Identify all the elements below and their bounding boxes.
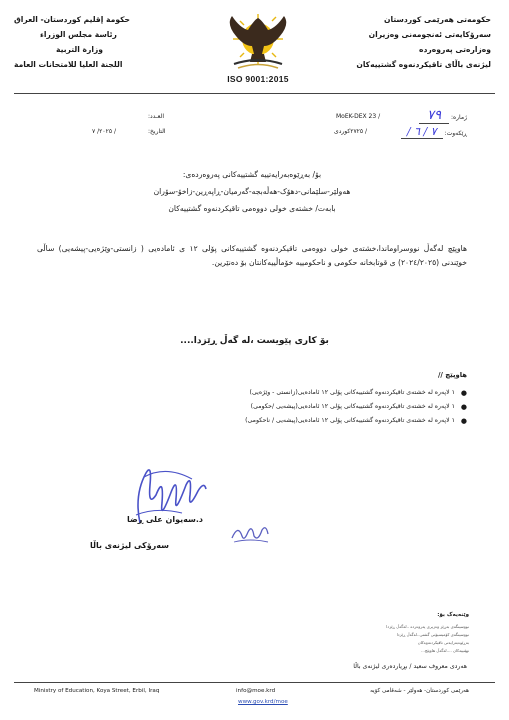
list-item (137, 386, 467, 400)
address-subject: بابەت/ خشتەی خولی دووەمی تاقیکردنەوە گشتییەکان (168, 204, 336, 213)
number-handwritten: ٧٩ (419, 108, 449, 124)
header-kurdish-line-2: سەرۆکایەتی ئەنجومەنی وەزیران (368, 30, 491, 39)
header-arabic-line-3: وزارة التربية (56, 45, 104, 54)
date-row (401, 125, 467, 138)
date-handwritten: ٧ / ٦ / (401, 125, 443, 139)
attachments-list (137, 386, 467, 428)
copy-line: نهێنییەکان ....لەگەڵ هاوپێچ... (421, 648, 469, 653)
ar-date-value: ٢٠٢٥/ ٧ / (92, 128, 116, 135)
header-arabic-line-2: رئاسة مجلس الوزراء (40, 30, 117, 39)
signatory-name: د.سەیوان علی ڕضا (126, 515, 203, 524)
header-kurdish-line-1: حکومەتی هەرێمی کوردستان (384, 15, 491, 24)
bullet-icon: ● (460, 403, 467, 411)
bullet-icon: ● (460, 417, 467, 425)
copies-list (279, 623, 469, 655)
copy-line: نووسینگەی کۆمیسیۆنی گشتی..لەگەڵ ڕێزدا (396, 632, 469, 637)
address-block (37, 166, 467, 217)
header-arabic-line-1: حكومة إقليم كوردستان- العراق (14, 15, 130, 24)
attachments-title: هاوپێچ // (437, 371, 467, 379)
handwritten-initial-icon (228, 520, 272, 546)
closing-line: بۆ کاری پێویست ،لە گەڵ ڕێزدا.... (180, 336, 329, 346)
address-cities: هەولێر-سلێمانی-دهۆک-هەڵەبجە-گەرمیان-ڕاپەڕین-زاخۆ-سۆران (153, 187, 351, 196)
date-kurdish-suffix: / ٢٧٢٥کوردی (334, 128, 368, 135)
list-item (137, 414, 467, 428)
footer-address-ku: هەرێمی کوردستان- هەولێر - شەقامی کۆیە (370, 688, 469, 694)
copy-line: بەڕێوەبەرایەتی تاقیکردنەوەکان (417, 640, 469, 645)
attachment-text: ١ لاپەرە لە خشتەی تاقیکردنەوە گشتییەکانی پۆلی ١٢ ئامادەیی(زانستی - وێژەیی) (249, 389, 455, 396)
footer-divider (14, 682, 495, 683)
signatory-title: سەرۆکی لیژنەی باڵا (89, 541, 169, 550)
number-label: ژمارە: (450, 114, 467, 121)
header-arabic-line-4: اللجنة العليا للامتحانات العامة (14, 60, 123, 69)
ar-number-label: العـدد: (148, 113, 164, 120)
header-arabic (14, 12, 184, 72)
copies-title: وێنەیەک بۆ: (437, 612, 469, 618)
author-line: هەردی معروف سعید / بڕیاردەری لیژنەی باڵا (353, 663, 467, 670)
footer-email[interactable]: info@moe.krd (236, 688, 276, 694)
ar-date-label: التاريخ: (148, 128, 166, 135)
header-kurdish-line-4: لیژنەی باڵای تاقیکردنەوە گشتییەکان (356, 60, 491, 69)
address-to: بۆ/ بەڕێوەبەرایەتییە گشتییەکانی پەروەردەی: (182, 170, 322, 179)
letter-body: هاوپێچ لەگەڵ نووسراوماندا،خشتەی خولی دووەمی تاقیکردنەوە گشتییەکانی پۆلی ١٢ ی ئامادەیی ( زانستی-وێژەیی-پیشەیی) ساڵی خوێندنی (٢٠٢٤/٢٠٢٥) ی قوتابخانە حکومی و ناحکومییە خۆماڵییەکانتان بۆ دەنێرین. (37, 244, 467, 267)
header-kurdish (316, 12, 491, 72)
attachment-text: ١ لاپەرە لە خشتەی تاقیکردنەوە گشتییەکانی پۆلی ١٢ ئامادەیی(پیشەیی / ناحکومی) (245, 417, 455, 424)
list-item (137, 400, 467, 414)
footer-website-link[interactable]: www.gov.krd/moe (238, 699, 288, 705)
footer-address-en: Ministry of Education, Koya Street, Erbil, Iraq (34, 688, 160, 694)
kurdistan-emblem-icon (218, 6, 298, 72)
iso-certification: ISO 9001:2015 (227, 74, 289, 84)
bullet-icon: ● (460, 389, 467, 397)
ref-code: MoEK-DEX 23 / (336, 113, 381, 120)
header-divider (14, 93, 495, 94)
date-label: ڕێکەوت: (444, 130, 467, 137)
copy-line: نووسینگەی بەڕێز وەزیری پەروەردە ..لەگەڵ ڕێزدا (386, 624, 469, 629)
header-kurdish-line-3: وەزارەتی پەروەردە (419, 45, 491, 54)
number-row (419, 108, 467, 123)
attachment-text: ١ لاپەرە لە خشتەی تاقیکردنەوە گشتییەکانی پۆلی ١٢ ئامادەیی(پیشەیی /حکومی) (250, 403, 455, 410)
